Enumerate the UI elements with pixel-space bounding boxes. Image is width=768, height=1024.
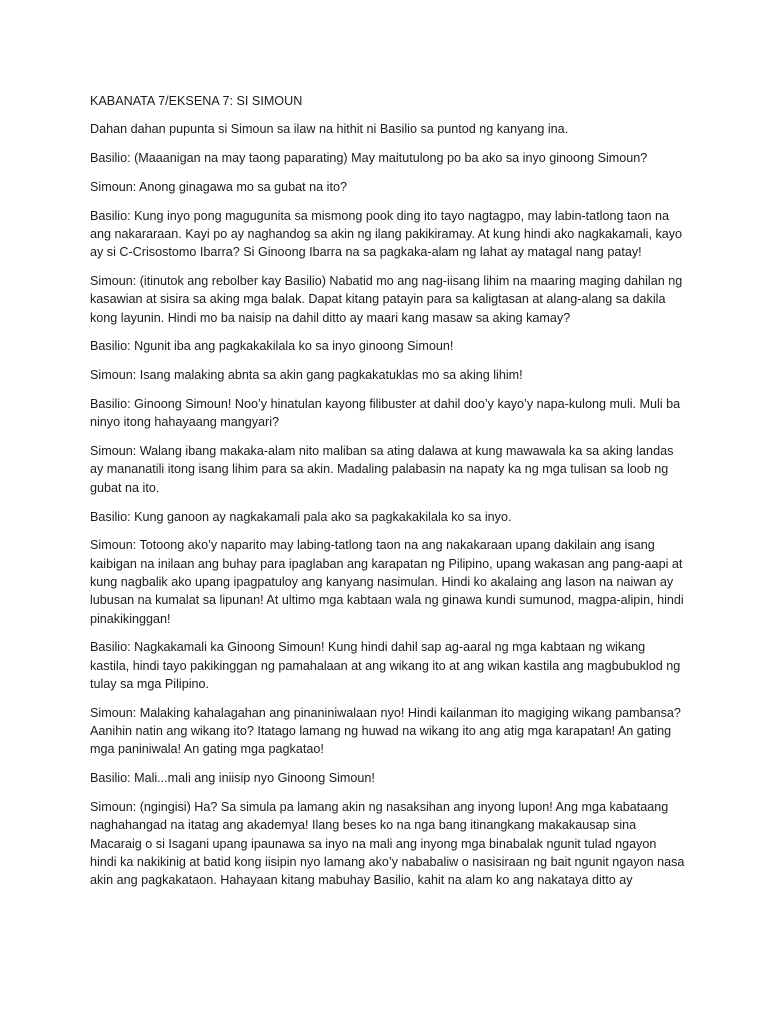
document-heading: KABANATA 7/EKSENA 7: SI SIMOUN [90, 94, 303, 108]
dialogue-paragraph: Basilio: Ngunit iba ang pagkakakilala ko sa inyo ginoong Simoun! [90, 339, 454, 354]
dialogue-paragraph: Basilio: Kung inyo pong magugunita sa mismong pook ding ito tayo nagtagpo, may labin-tatlong taon na ang nakararaan. Kayi po ay naghandog sa akin ng ilang pakikiramay. At kung hindi ako nagkakamali, kayo ay si C-Crisostomo Ibarra? Si Ginoong Ibarra na sa pagkaka-alam ng lahat ay matagal nang patay! [90, 208, 683, 260]
dialogue-paragraph: Basilio: Mali...mali ang iniisip nyo Ginoong Simoun! [90, 771, 375, 786]
narration-paragraph: Dahan dahan pupunta si Simoun sa ilaw na hithit ni Basilio sa puntod ng kanyang ina. [90, 122, 569, 137]
dialogue-paragraph: Simoun: (ngingisi) Ha? Sa simula pa lamang akin ng nasaksihan ang inyong lupon! Ang mga kabataang naghahangad na itatag ang akademya! Ilang beses ko na nga bang itinangkang makakausap sina Macaraig o si Isagani upang ipaunawa sa inyo na mali ang inyong mga binabalak ngunit tulad ngayon hindi ka nakikinig at batid kong iisipin nyo lamang ako’y nababaliw o nasisiraan ng bait ngunit ngayon nasa akin ang pagkakataon. Hahayaan kitang mabuhay Basilio, kahit na alam ko ang nakataya ditto ay [90, 799, 685, 888]
dialogue-paragraph: Simoun: Anong ginagawa mo sa gubat na ito? [90, 179, 347, 194]
dialogue-paragraph: Basilio: Kung ganoon ay nagkakamali pala ako sa pagkakakilala ko sa inyo. [90, 509, 512, 524]
dialogue-paragraph: Simoun: Walang ibang makaka-alam nito maliban sa ating dalawa at kung mawawala ka sa aking landas ay mananatili itong isang lihim para sa akin. Madaling palabasin na napaty ka ng mga tulisan sa loob ng gubat na ito. [90, 444, 674, 495]
dialogue-paragraph: Simoun: Malaking kahalagahan ang pinaniniwalaan nyo! Hindi kailanman ito magiging wikang pambansa? Aanihin natin ang wikang ito? Itatago lamang ng huwad na wikang ito ang atig mga karapatan! An gating mga paniniwala! An gating mga pagkatao! [90, 705, 681, 757]
dialogue-paragraph: Basilio: Ginoong Simoun! Noo’y hinatulan kayong filibuster at dahil doo’y kayo’y napa-kulong muli. Muli ba ninyo itong hahayaang mangyari? [90, 397, 681, 430]
dialogue-paragraph: Simoun: Totoong ako’y naparito may labing-tatlong taon na ang nakakaraan upang dakilain ang isang kaibigan na inilaan ang buhay para ipaglaban ang karapatan ng Pilipino, upang wakasan ang pang-aapi at kung nagbalik ako upang ipagpatuloy ang kanyang nasimulan. Hindi ko akalaing ang lason na naiwan ay lubusan na kumalat sa lipunan! At ultimo mga kabtaan wala ng ginawa kundi sumunod, magpa-alipin, hindi pinakikinggan! [90, 538, 684, 626]
document-page [90, 92, 685, 900]
dialogue-paragraph: Basilio: (Maaanigan na may taong paparating) May maitutulong po ba ako sa inyo ginoong Simoun? [90, 151, 648, 166]
dialogue-paragraph: Simoun: (itinutok ang rebolber kay Basilio) Nabatid mo ang nag-iisang lihim na maaring maging dahilan ng kasawian at sisira sa aking mga balak. Dapat kitang patayin para sa kaligtasan at alang-alang sa dakila kong layunin. Hindi mo ba naisip na dahil ditto ay maari kang masaw sa aking kamay? [90, 274, 683, 325]
dialogue-paragraph: Basilio: Nagkakamali ka Ginoong Simoun! Kung hindi dahil sap ag-aaral ng mga kabtaan ng wikang kastila, hindi tayo pakikinggan ng pamahalaan at ang wikang ito at ang wikan kastila ang magbubuklod ng tulay sa mga Pilipino. [90, 640, 681, 691]
dialogue-paragraph: Simoun: Isang malaking abnta sa akin gang pagkakatuklas mo sa aking lihim! [90, 368, 523, 383]
